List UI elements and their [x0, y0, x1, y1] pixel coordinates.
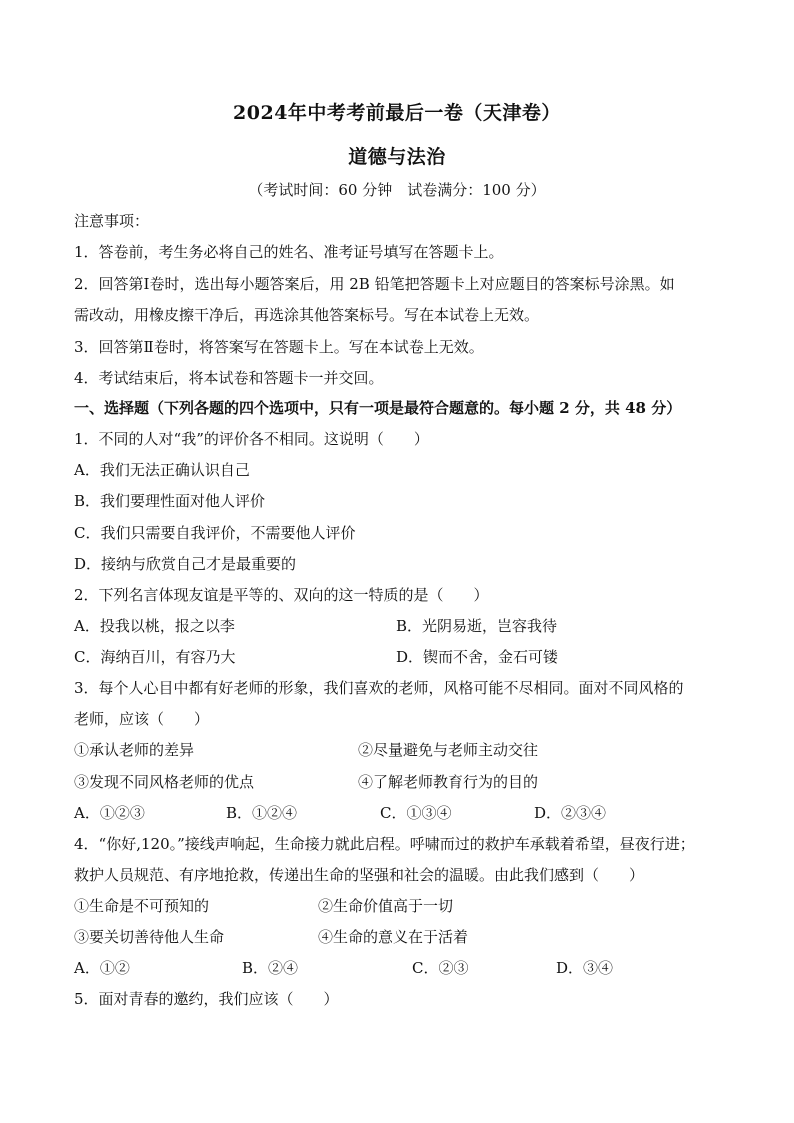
question-stem: 救护人员规范、有序地抢救，传递出生命的坚强和社会的温暖。由此我们感到（ ） — [74, 866, 645, 884]
statement-item: ②生命价值高于一切 — [318, 897, 454, 915]
question-stem: 2．下列名言体现友谊是平等的、双向的这一特质的是（ ） — [74, 586, 489, 604]
statement-item: ②尽量避免与老师主动交往 — [358, 741, 539, 759]
question-stem: 老师，应该（ ） — [74, 710, 210, 728]
statement-item: ④生命的意义在于活着 — [318, 928, 469, 946]
answer-option: A．我们无法正确认识自己 — [74, 461, 250, 479]
statement-item: ③要关切善待他人生命 — [74, 928, 225, 946]
answer-option: C．①③④ — [380, 804, 452, 822]
statement-item: ①承认老师的差异 — [74, 741, 195, 759]
question-stem: 3．每个人心目中都有好老师的形象，我们喜欢的老师，风格可能不尽相同。面对不同风格的 — [74, 679, 684, 697]
answer-option: B．我们要理性面对他人评价 — [74, 492, 266, 510]
exam-title: 2024年中考考前最后一卷（天津卷） — [233, 102, 561, 124]
answer-option: D．接纳与欣赏自己才是最重要的 — [74, 555, 297, 573]
answer-option: D．②③④ — [534, 804, 607, 822]
answer-option: C．我们只需要自我评价，不需要他人评价 — [74, 524, 356, 542]
section-heading: 一、选择题（下列各题的四个选项中，只有一项是最符合题意的。每小题 2 分，共 48 分） — [74, 399, 682, 417]
statement-item: ④了解老师教育行为的目的 — [358, 773, 539, 791]
notice-item: 需改动，用橡皮擦干净后，再选涂其他答案标号。写在本试卷上无效。 — [74, 306, 540, 324]
answer-option: D．③④ — [556, 959, 614, 977]
answer-option: A．①②③ — [74, 804, 145, 822]
subject-title: 道德与法治 — [348, 146, 446, 168]
notice-item: 2．回答第Ⅰ卷时，选出每小题答案后，用 2B 铅笔把答题卡上对应题目的答案标号涂黑。如 — [74, 275, 675, 293]
notice-item: 1．答卷前，考生务必将自己的姓名、准考证号填写在答题卡上。 — [74, 243, 504, 261]
question-stem: 4．“你好,120。”接线声响起，生命接力就此启程。呼啸而过的救护车承载着希望，昼夜行进； — [74, 835, 695, 853]
question-stem: 5．面对青春的邀约，我们应该（ ） — [74, 990, 339, 1008]
answer-option: B．②④ — [242, 959, 299, 977]
notice-item: 3．回答第Ⅱ卷时，将答案写在答题卡上。写在本试卷上无效。 — [74, 338, 484, 356]
statement-item: ③发现不同风格老师的优点 — [74, 773, 255, 791]
answer-option: C．海纳百川，有容乃大 — [74, 648, 236, 666]
notice-heading: 注意事项： — [74, 212, 150, 230]
notice-item: 4．考试结束后，将本试卷和答题卡一并交回。 — [74, 369, 384, 387]
answer-option: B．①②④ — [226, 804, 298, 822]
exam-info: （考试时间：60 分钟 试卷满分：100 分） — [248, 181, 546, 199]
answer-option: C．②③ — [412, 959, 469, 977]
answer-option: D．锲而不舍，金石可镂 — [396, 648, 559, 666]
answer-option: A．投我以桃，报之以李 — [74, 617, 235, 635]
answer-option: A．①② — [74, 959, 130, 977]
statement-item: ①生命是不可预知的 — [74, 897, 210, 915]
question-stem: 1．不同的人对“我”的评价各不相同。这说明（ ） — [74, 430, 429, 448]
answer-option: B．光阴易逝，岂容我待 — [396, 617, 558, 635]
